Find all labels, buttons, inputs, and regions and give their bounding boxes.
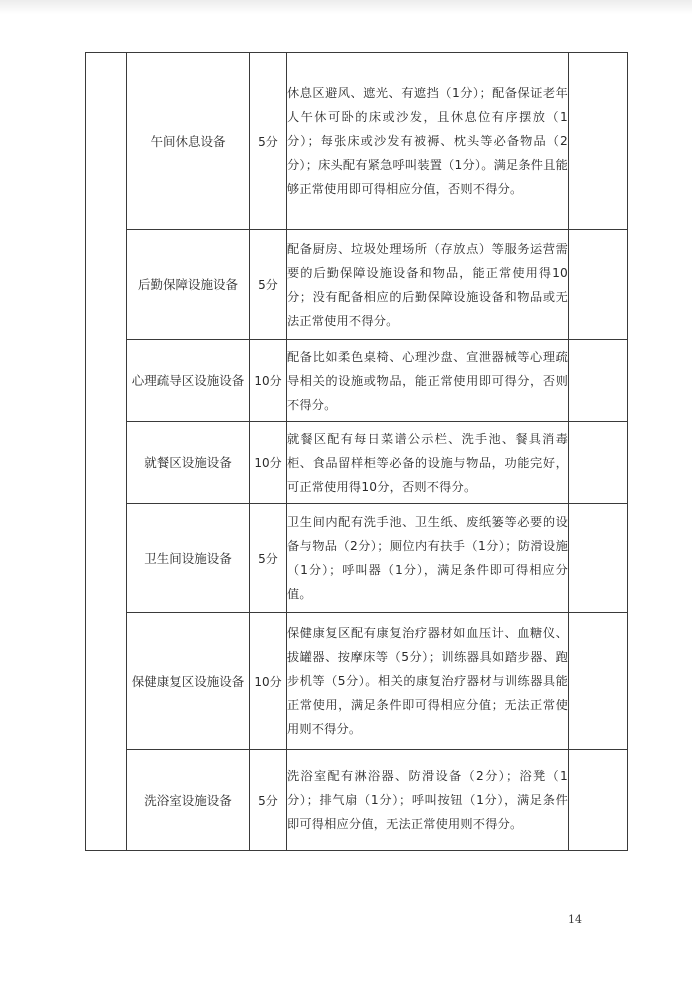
points-cell: 5分 [250, 230, 287, 340]
item-name-cell: 心理疏导区设施设备 [127, 340, 250, 422]
score-cell [569, 230, 628, 340]
points-cell: 5分 [250, 750, 287, 851]
criteria-cell: 卫生间内配有洗手池、卫生纸、废纸篓等必要的设备与物品（2分）；厕位内有扶手（1分）；防滑设施（1分）；呼叫器（1分），满足条件即可得相应分值。 [287, 504, 569, 613]
table-row [86, 504, 628, 613]
score-cell [569, 340, 628, 422]
item-name-cell: 就餐区设施设备 [127, 422, 250, 504]
table-row [86, 422, 628, 504]
table-row [86, 750, 628, 851]
score-cell [569, 613, 628, 750]
table-row [86, 340, 628, 422]
score-cell [569, 504, 628, 613]
category-cell [86, 53, 127, 851]
criteria-cell: 配备比如柔色桌椅、心理沙盘、宣泄器械等心理疏导相关的设施或物品，能正常使用即可得分，否则不得分。 [287, 340, 569, 422]
table-row [86, 230, 628, 340]
points-cell: 5分 [250, 504, 287, 613]
page-number: 14 [568, 913, 582, 926]
item-name-cell: 保健康复区设施设备 [127, 613, 250, 750]
points-cell: 5分 [250, 53, 287, 230]
score-cell [569, 53, 628, 230]
item-name-cell: 洗浴室设施设备 [127, 750, 250, 851]
item-name-cell: 后勤保障设施设备 [127, 230, 250, 340]
criteria-cell: 就餐区配有每日菜谱公示栏、洗手池、餐具消毒柜、食品留样柜等必备的设施与物品，功能完好，可正常使用得10分，否则不得分。 [287, 422, 569, 504]
score-cell [569, 422, 628, 504]
criteria-cell: 洗浴室配有淋浴器、防滑设备（2分）；浴凳（1分）；排气扇（1分）；呼叫按钮（1分），满足条件即可得相应分值，无法正常使用则不得分。 [287, 750, 569, 851]
points-cell: 10分 [250, 340, 287, 422]
score-cell [569, 750, 628, 851]
scan-top-shadow [0, 0, 692, 14]
points-cell: 10分 [250, 613, 287, 750]
criteria-cell: 配备厨房、垃圾处理场所（存放点）等服务运营需要的后勤保障设施设备和物品，能正常使用得10分；没有配备相应的后勤保障设施设备和物品或无法正常使用不得分。 [287, 230, 569, 340]
item-name-cell: 午间休息设备 [127, 53, 250, 230]
scoring-table [85, 52, 628, 851]
table-row [86, 53, 628, 230]
criteria-cell: 休息区避风、遮光、有遮挡（1分）；配备保证老年人午休可卧的床或沙发，且休息位有序摆放（1分）；每张床或沙发有被褥、枕头等必备物品（2分）；床头配有紧急呼叫装置（1分）。满足条件且能够正常使用即可得相应分值，否则不得分。 [287, 53, 569, 230]
table-row [86, 613, 628, 750]
points-cell: 10分 [250, 422, 287, 504]
item-name-cell: 卫生间设施设备 [127, 504, 250, 613]
criteria-cell: 保健康复区配有康复治疗器材如血压计、血糖仪、拔罐器、按摩床等（5分）；训练器具如踏步器、跑步机等（5分）。相关的康复治疗器材与训练器具能正常使用，满足条件即可得相应分值；无法正常使用则不得分。 [287, 613, 569, 750]
